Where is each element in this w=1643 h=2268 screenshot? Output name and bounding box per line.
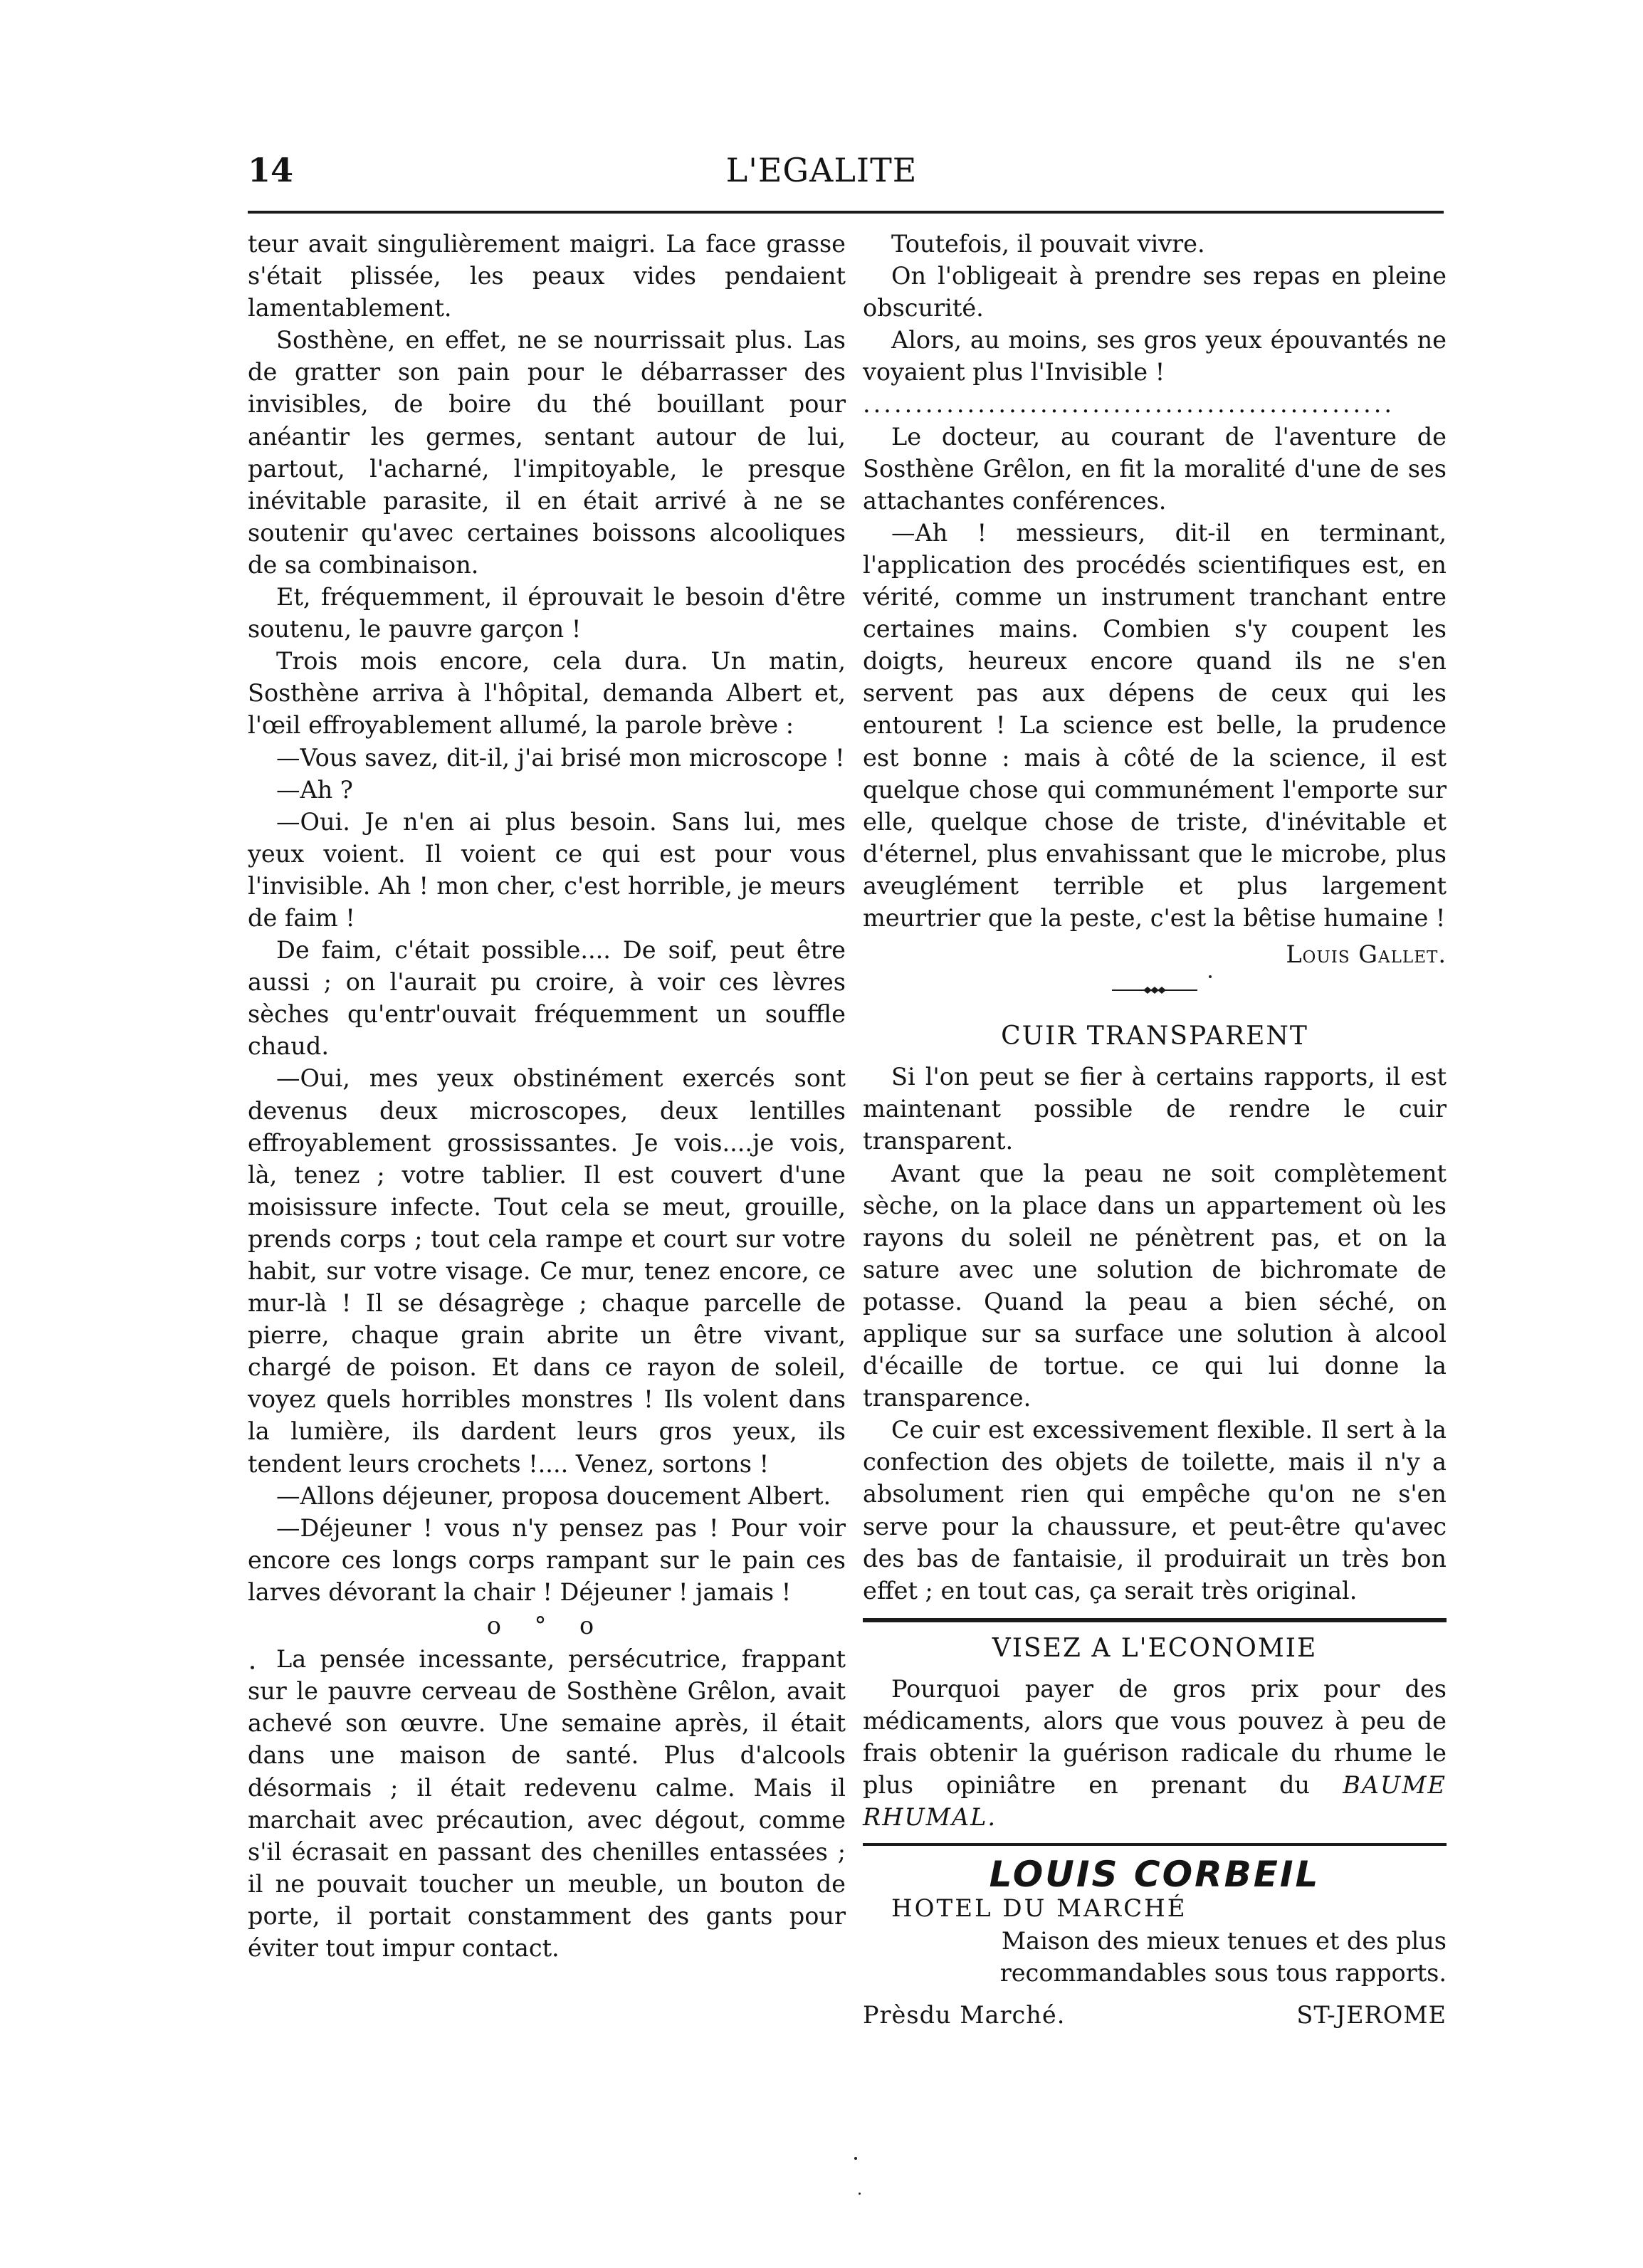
economie-text: Pourquoi payer de gros prix pour des médicaments, alors que vous pouvez à peu de frais obtenir la guérison radicale du rhume le plus opiniâtre en prenant du <box>863 1674 1447 1800</box>
speck <box>251 1666 254 1669</box>
header-rule <box>248 211 1444 214</box>
paragraph: On l'obligeait à prendre ses repas en pleine obscurité. <box>863 262 1447 322</box>
paragraph: Ce cuir est excessivement flexible. Il sert à la confection des objets de toilette, mais il n'y a absolument rien qui empêche qu'on ne s'en serve pour la chaussure, et peut-être qu'avec des bas de fantaisie, il produirait un très bon effet ; en tout cas, ça serait très original. <box>863 1416 1447 1605</box>
section-separator: o ° o <box>486 1612 607 1640</box>
paragraph: —Allons déjeuner, proposa doucement Albert. <box>276 1481 831 1510</box>
paragraph <box>863 1673 1447 1833</box>
paragraph: Trois mois encore, cela dura. Un matin, Sosthène arriva à l'hôpital, demanda Albert et, l'œil effroyablement allumé, la parole brève : <box>248 647 846 740</box>
paragraph: —Ah ? <box>276 775 353 804</box>
paragraph: Sosthène, en effet, ne se nourrissait plus. Las de gratter son pain pour le débarrasser des invisibles, de boire du thé bouillant pour anéantir les germes, sentant autour de lui, partout, l'acharné, l'impitoyable, le presque inévitable parasite, il en était arrivé à ne se soutenir qu'avec certaines boissons alcooliques de sa combinaison. <box>248 326 846 579</box>
speck <box>1209 975 1212 978</box>
paragraph: Si l'on peut se fier à certains rapports, il est maintenant possible de rendre le cuir transparent. <box>863 1063 1447 1155</box>
address-right: ST-JEROME <box>1296 2000 1447 2029</box>
paragraph: De faim, c'était possible.... De soif, peut être aussi ; on l'aurait pu croire, à voir ces lèvres sèches qu'entr'ouvait fréquemment un souffle chaud. <box>248 936 846 1061</box>
page-number: 14 <box>248 151 294 189</box>
paragraph: Avant que la peau ne soit complètement sèche, on la place dans un appartement où les rayons du soleil ne pénètrent pas, et on la sature avec une solution de bichromate de potasse. Quand la peau a bien séché, on applique sur sa surface une solution à alcool d'écaille de tortue. ce qui lui donne la transparence. <box>863 1159 1447 1412</box>
paragraph: —Déjeuner ! vous n'y pensez pas ! Pour voir encore ces longs corps rampant sur le pain ces larves dévorant la chair ! Déjeuner ! jamais ! <box>248 1513 846 1606</box>
speck <box>854 2157 857 2160</box>
ad-tagline: Maison des mieux tenues et des plus recommandables sous tous rapports. <box>999 1926 1447 1987</box>
masthead-title: L'EGALITE <box>725 151 918 189</box>
paragraph: —Ah ! messieurs, dit-il en terminant, l'application des procédés scientifiques est, en vérité, comme un instrument tranchant entre certaines mains. Combien s'y coupent les doigts, heureux encore quand ils ne s'en servent pas aux dépens de ceux qui les entourent ! La science est belle, la prudence est bonne : mais à côté de la science, il est quelque chose qui communément l'emporte sur elle, quelque chose de triste, d'inévitable et d'éternel, plus envahissant que le microbe, plus aveuglément terrible et plus largement meurtrier que la peste, c'est la bêtise humaine ! <box>863 518 1447 932</box>
section-rule <box>863 1843 1447 1846</box>
paragraph: Toutefois, il pouvait vivre. <box>891 230 1205 258</box>
paragraph: Le docteur, au courant de l'aventure de Sosthène Grêlon, en fit la moralité d'une de ses attachantes conférences. <box>863 422 1447 515</box>
author-signature: Louis Gallet. <box>1286 940 1447 969</box>
ornament-divider <box>863 970 1447 1013</box>
paragraph: Et, fréquemment, il éprouvait le besoin d'être soutenu, le pauvre garçon ! <box>248 583 846 644</box>
section-rule <box>863 1618 1447 1622</box>
paragraph: —Oui. Je n'en ai plus besoin. Sans lui, mes yeux voient. Il voient ce qui est pour vous l'invisible. Ah ! mon cher, c'est horrible, je meurs de faim ! <box>248 807 846 932</box>
address-left: Prèsdu Marché. <box>863 2000 1066 2029</box>
article-title-cuir: CUIR TRANSPARENT <box>1001 1022 1308 1051</box>
ornament-icon <box>1112 986 1197 994</box>
article-title-economie: VISEZ A L'ECONOMIE <box>992 1633 1318 1663</box>
left-column <box>248 228 846 1964</box>
dotted-separator: ................................................... <box>863 390 1395 419</box>
paragraph: La pensée incessante, persécutrice, frappant sur le pauvre cerveau de Sosthène Grêlon, avait achevé son œuvre. Une semaine après, il était dans une maison de santé. Plus d'alcools désormais ; il était redevenu calme. Mais il marchait avec précaution, avec dégout, comme s'il écrasait en passant des chenilles entassées ; il ne pouvait toucher un meuble, un bouton de porte, il portait constamment des gants pour éviter tout impur contact. <box>248 1645 846 1962</box>
advertiser-name: LOUIS CORBEIL <box>989 1854 1321 1896</box>
speck <box>859 2193 861 2195</box>
paragraph: teur avait singulièrement maigri. La face grasse s'était plissée, les peaux vides pendaient lamentablement. <box>248 230 846 322</box>
brand-name: BAUME RHUMAL. <box>863 1771 1447 1832</box>
right-column <box>863 228 1447 2031</box>
paragraph: —Oui, mes yeux obstinément exercés sont devenus deux microscopes, deux lentilles effroyablement grossissantes. Je vois....je vois, là, tenez ; votre tablier. Il est couvert d'une moisissure infecte. Tout cela se meut, grouille, prends corps ; tout cela rampe et court sur votre habit, sur votre visage. Ce mur, tenez encore, ce mur-là ! Il se désagrège ; chaque parcelle de pierre, chaque grain abrite un être vivant, chargé de poison. Et dans ce rayon de soleil, voyez quels horribles monstres ! Ils volent dans la lumière, ils dardent leurs gros yeux, ils tendent leurs crochets !.... Venez, sortons ! <box>248 1064 846 1478</box>
paragraph: Alors, au moins, ses gros yeux épouvantés ne voyaient plus l'Invisible ! <box>863 326 1447 387</box>
paragraph: —Vous savez, dit-il, j'ai brisé mon microscope ! <box>276 743 845 772</box>
ad-address <box>863 1999 1447 2031</box>
hotel-name: HOTEL DU MARCHÉ <box>891 1894 1187 1923</box>
